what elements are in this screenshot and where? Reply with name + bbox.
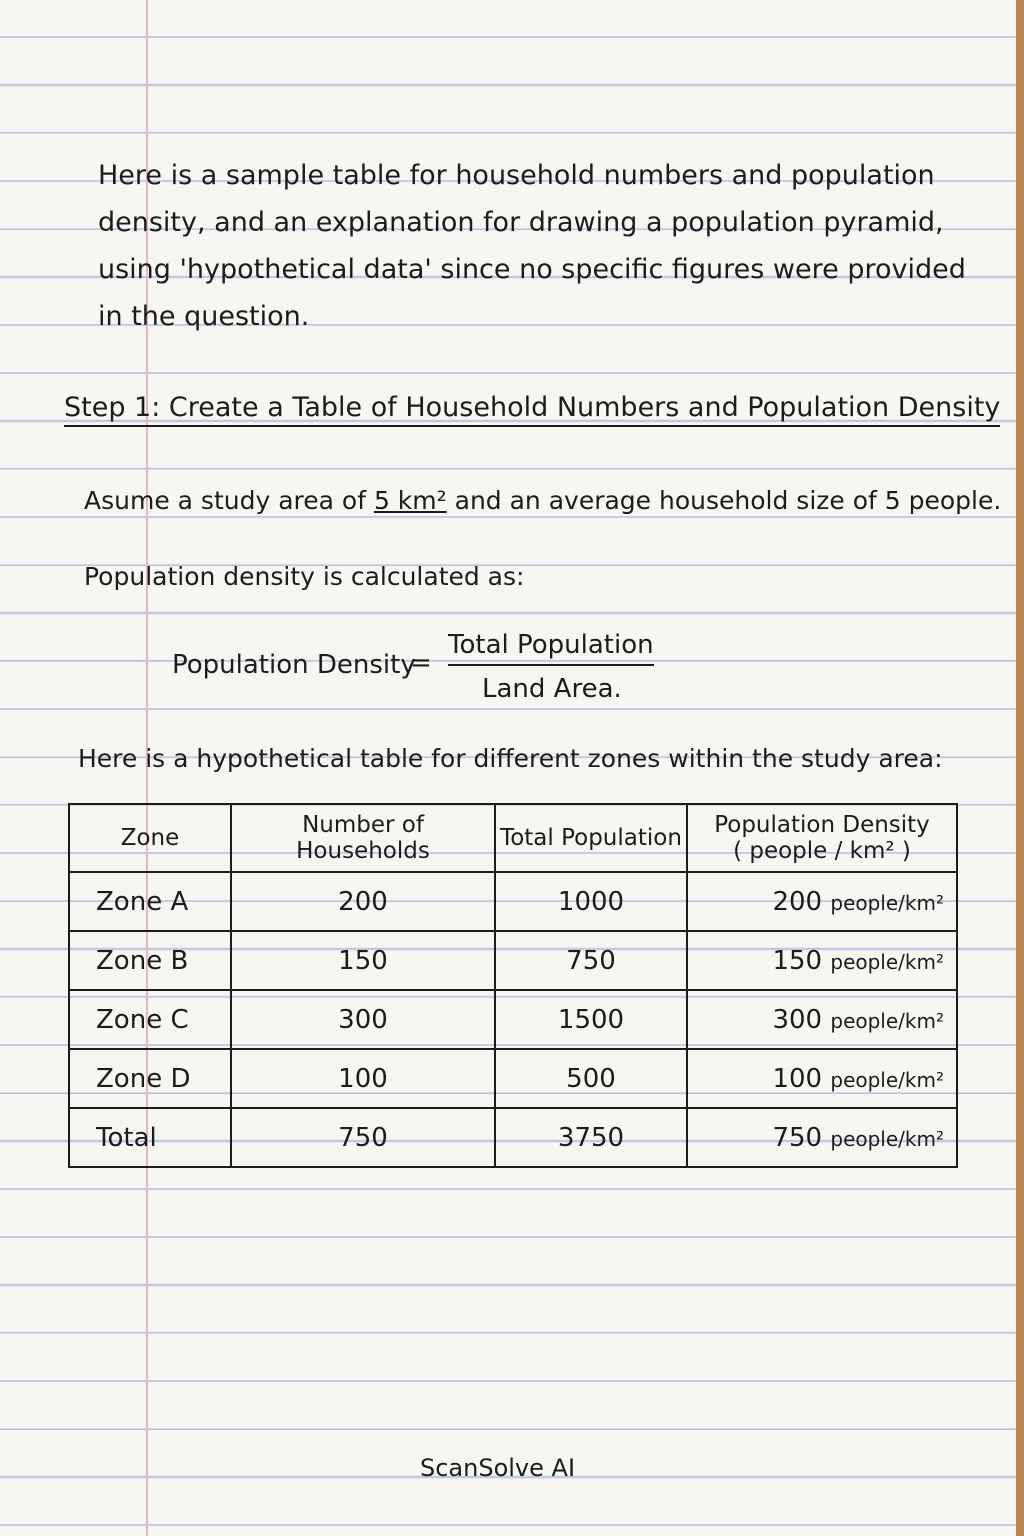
density-cell xyxy=(687,1049,957,1108)
density-unit: people/km² xyxy=(830,1126,944,1151)
header-density xyxy=(687,804,957,872)
assumption-prefix: Asume a study area of xyxy=(84,486,374,515)
density-value: 200 xyxy=(772,886,823,917)
density-cell xyxy=(687,990,957,1049)
households-cell: 200 xyxy=(231,872,495,931)
households-cell: 100 xyxy=(231,1049,495,1108)
table-intro: Here is a hypothetical table for different zones within the study area: xyxy=(78,744,943,773)
header-density-title: Population Density xyxy=(714,812,930,838)
density-value: 100 xyxy=(772,1063,823,1094)
density-value: 150 xyxy=(772,945,823,976)
zone-cell: Zone A xyxy=(69,872,231,931)
population-cell: 3750 xyxy=(495,1108,687,1167)
table-row xyxy=(69,990,957,1049)
density-value: 750 xyxy=(772,1122,823,1153)
population-cell: 1500 xyxy=(495,990,687,1049)
households-cell: 300 xyxy=(231,990,495,1049)
density-cell xyxy=(687,872,957,931)
households-cell: 750 xyxy=(231,1108,495,1167)
header-population: Total Population xyxy=(495,804,687,872)
density-cell xyxy=(687,931,957,990)
step1-heading: Step 1: Create a Table of Household Numbers and Population Density xyxy=(64,392,1000,427)
table-total-row xyxy=(69,1108,957,1167)
density-value: 300 xyxy=(772,1004,823,1035)
intro-line: Here is a sample table for household numbers and population xyxy=(98,160,935,191)
intro-line: in the question. xyxy=(98,301,310,332)
density-cell xyxy=(687,1108,957,1167)
formula-equals: = xyxy=(410,648,432,678)
zone-cell: Zone D xyxy=(69,1049,231,1108)
study-area-value: 5 km² xyxy=(373,486,447,515)
formula-numerator: Total Population xyxy=(448,630,654,666)
assumption-text xyxy=(84,486,1001,515)
footer-brand: ScanSolve AI xyxy=(420,1454,576,1482)
zone-cell: Zone B xyxy=(69,931,231,990)
table-row xyxy=(69,931,957,990)
intro-paragraph xyxy=(98,152,988,340)
population-cell: 500 xyxy=(495,1049,687,1108)
zone-cell: Total xyxy=(69,1108,231,1167)
density-unit: people/km² xyxy=(830,1067,944,1092)
density-unit: people/km² xyxy=(830,1008,944,1033)
density-unit: people/km² xyxy=(830,949,944,974)
table-header-row xyxy=(69,804,957,872)
calc-intro: Population density is calculated as: xyxy=(84,562,525,591)
formula-lhs: Population Density xyxy=(172,650,416,680)
formula-denominator: Land Area. xyxy=(482,674,622,704)
header-density-unit: ( people / km² ) xyxy=(733,838,911,864)
table-row xyxy=(69,872,957,931)
zone-cell: Zone C xyxy=(69,990,231,1049)
population-cell: 750 xyxy=(495,931,687,990)
header-zone: Zone xyxy=(69,804,231,872)
density-unit: people/km² xyxy=(830,890,944,915)
table-row xyxy=(69,1049,957,1108)
population-cell: 1000 xyxy=(495,872,687,931)
intro-line: using 'hypothetical data' since no specific figures were provided xyxy=(98,254,966,285)
household-density-table xyxy=(68,803,958,1168)
header-households: Number of Households xyxy=(231,804,495,872)
households-cell: 150 xyxy=(231,931,495,990)
density-formula xyxy=(172,630,692,720)
assumption-suffix: and an average household size of 5 people. xyxy=(446,486,1002,515)
intro-line: density, and an explanation for drawing a population pyramid, xyxy=(98,207,944,238)
